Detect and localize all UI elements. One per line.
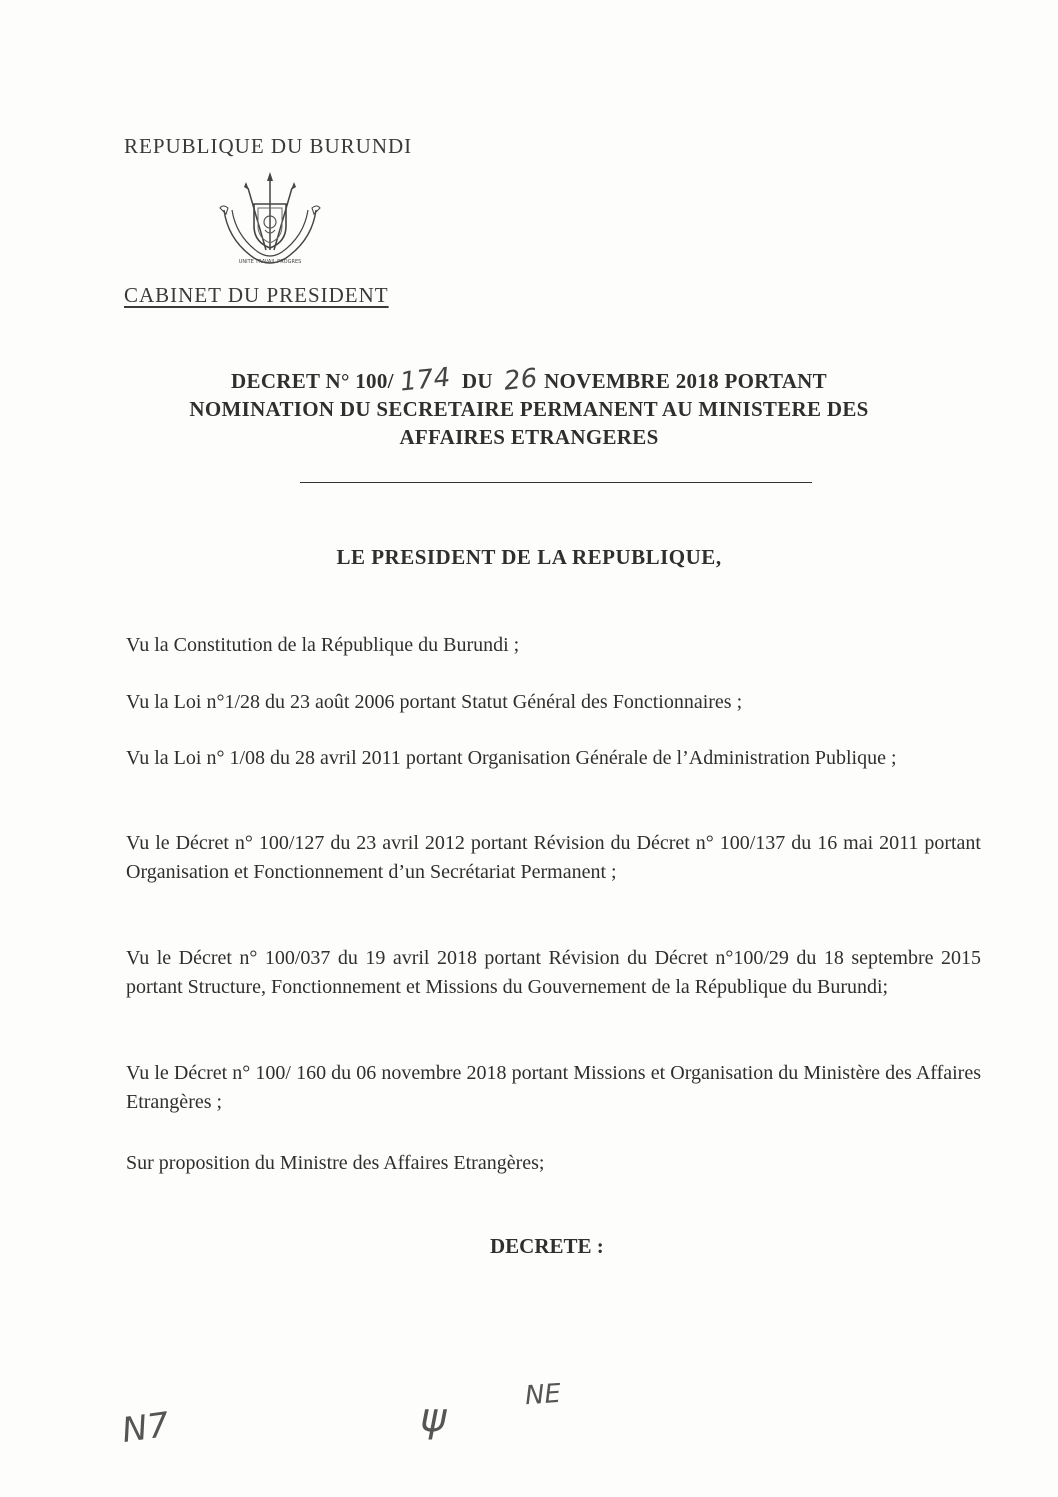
title-line-1 [100,362,958,398]
handwritten-day: 26 [502,363,540,397]
title-prefix: DECRET N° 100/ [231,369,394,393]
cabinet-heading: CABINET DU PRESIDENT [124,283,389,307]
decree-title [100,362,958,451]
visa-decret-gouvernement: Vu le Décret n° 100/037 du 19 avril 2018 portant Révision du Décret n°100/29 du 18 septembre 2015 portant Structure, Fonctionnement et Missions du Gouvernement de la République du Burundi; [126,947,981,998]
initial-left: N7 [119,1404,172,1452]
handwritten-decree-number: 174 [398,362,452,398]
initial-right: NE [523,1378,562,1412]
president-heading: LE PRESIDENT DE LA REPUBLIQUE, [336,545,722,569]
visa-decret-secretariat: Vu le Décret n° 100/127 du 23 avril 2012 portant Révision du Décret n° 100/137 du 16 mai 2011 portant Organisation et Fonctionnement d’un Secrétariat Permanent ; [126,832,981,883]
visa-decret-ministere: Vu le Décret n° 100/ 160 du 06 novembre 2018 portant Missions et Organisation du Ministère des Affaires Etrangères ; [126,1062,981,1113]
title-du: DU [461,369,493,393]
sur-proposition: Sur proposition du Ministre des Affaires Etrangères; [126,1152,545,1174]
burundi-coat-of-arms-icon [210,170,330,280]
visa-constitution: Vu la Constitution de la République du Burundi ; [126,634,520,656]
initial-center: ψ [420,1395,447,1441]
visa-loi-fonctionnaires: Vu la Loi n°1/28 du 23 août 2006 portant Statut Général des Fonctionnaires ; [126,691,743,713]
title-line-3: AFFAIRES ETRANGERES [399,425,659,449]
emblem-motto: UNITE TRAVAIL PROGRES [238,259,302,265]
title-separator [300,482,812,483]
republic-heading: REPUBLIQUE DU BURUNDI [124,134,413,158]
title-line-2: NOMINATION DU SECRETAIRE PERMANENT AU MINISTERE DES [189,397,869,421]
visa-loi-administration: Vu la Loi n° 1/08 du 28 avril 2011 portant Organisation Générale de l’Administration Publique ; [126,747,897,769]
decrete-heading: DECRETE : [490,1234,604,1258]
title-line1-rest: NOVEMBRE 2018 PORTANT [544,369,827,393]
